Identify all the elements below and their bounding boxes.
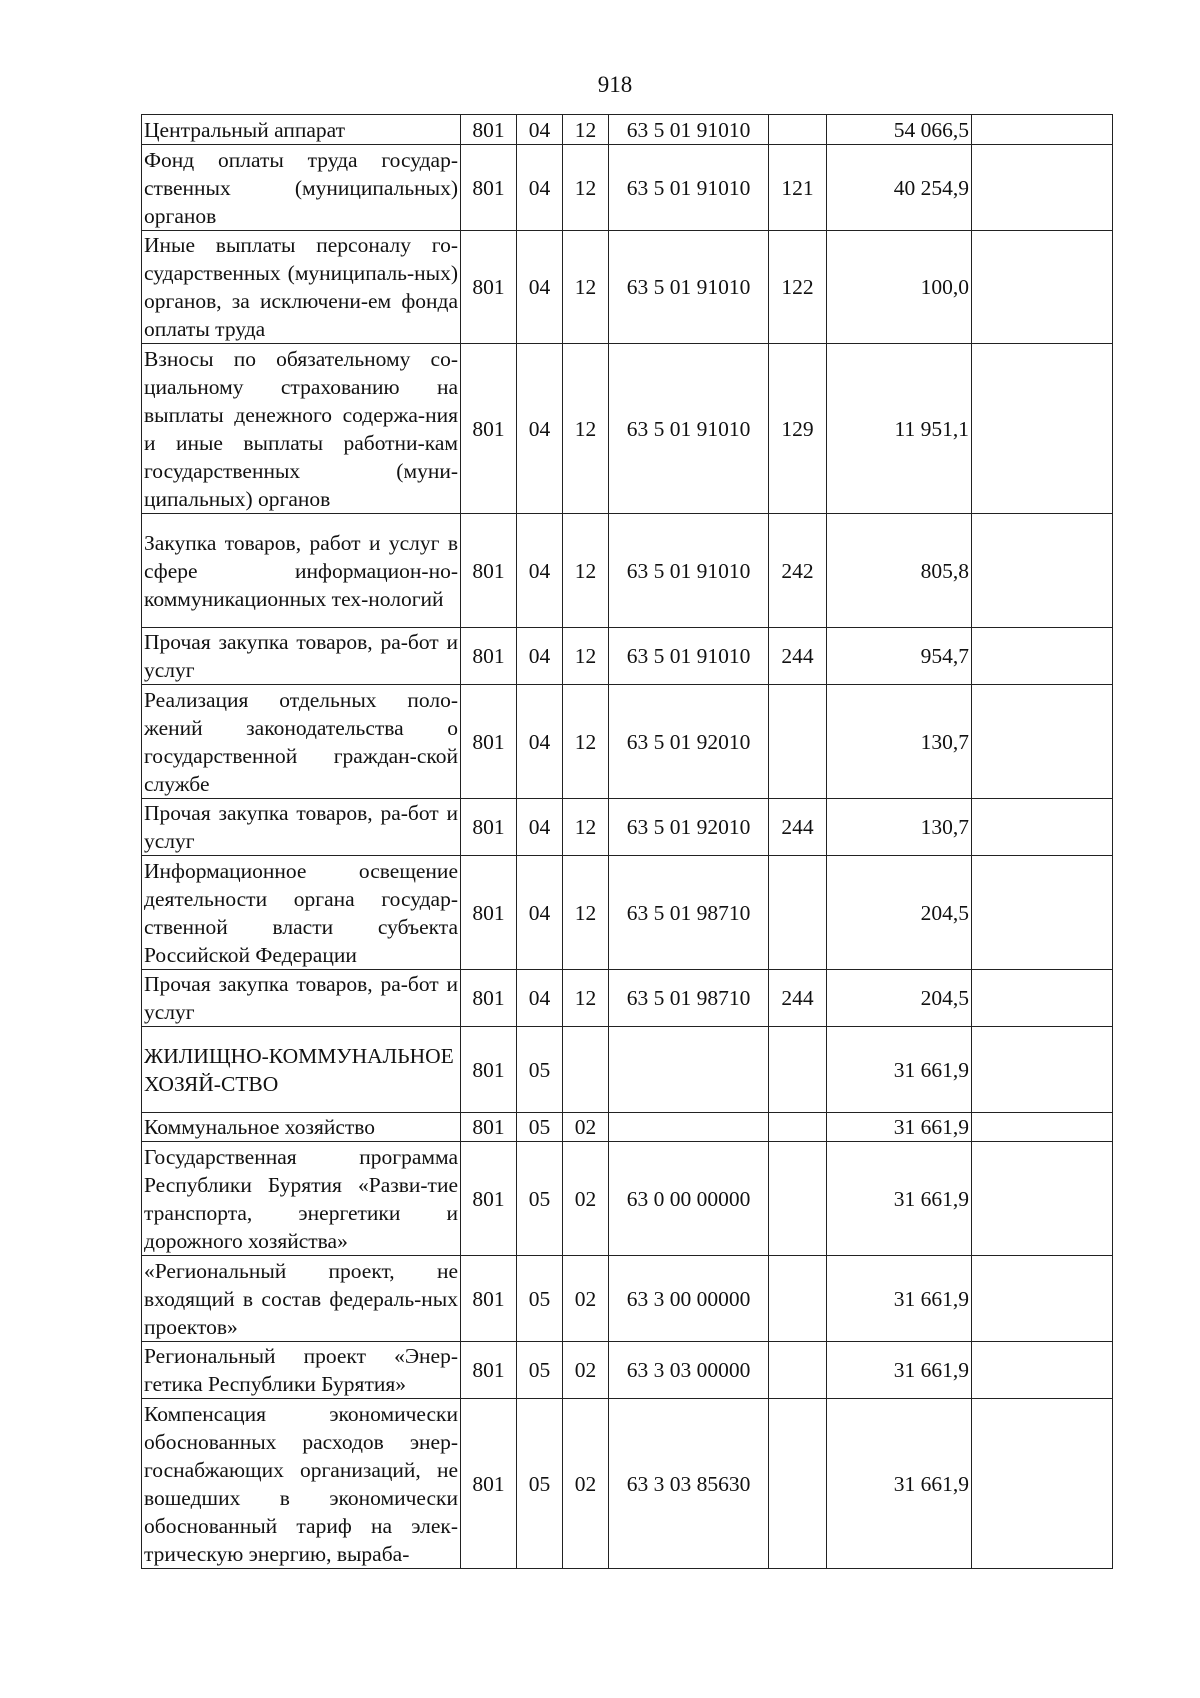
target-article-code-cell: 63 5 01 98710 (609, 970, 769, 1027)
section-code-cell: 05 (517, 1256, 563, 1342)
table-row (142, 145, 1113, 231)
grbs-code-cell: 801 (461, 115, 517, 145)
subsection-code-cell: 02 (563, 1113, 609, 1142)
grbs-code-cell: 801 (461, 685, 517, 799)
target-article-code-cell (609, 1027, 769, 1113)
budget-table (141, 114, 1113, 1569)
empty-cell (972, 344, 1113, 514)
amount-cell: 204,5 (827, 856, 972, 970)
target-article-code-cell: 63 3 03 00000 (609, 1342, 769, 1399)
expense-type-code-cell: 129 (769, 344, 827, 514)
table-row (142, 685, 1113, 799)
empty-cell (972, 1399, 1113, 1569)
subsection-code-cell (563, 1027, 609, 1113)
amount-cell: 31 661,9 (827, 1342, 972, 1399)
target-article-code-cell: 63 5 01 91010 (609, 344, 769, 514)
amount-cell: 130,7 (827, 685, 972, 799)
expense-type-code-cell (769, 856, 827, 970)
section-code-cell: 04 (517, 628, 563, 685)
row-name-cell: Центральный аппарат (142, 115, 461, 145)
target-article-code-cell: 63 5 01 91010 (609, 628, 769, 685)
target-article-code-cell: 63 5 01 91010 (609, 145, 769, 231)
subsection-code-cell: 02 (563, 1342, 609, 1399)
subsection-code-cell: 02 (563, 1256, 609, 1342)
subsection-code-cell: 12 (563, 799, 609, 856)
row-name-cell: Информационное освещение деятельности органа государ-ственной власти субъекта Российской Федерации (142, 856, 461, 970)
empty-cell (972, 1256, 1113, 1342)
target-article-code-cell: 63 5 01 98710 (609, 856, 769, 970)
section-code-cell: 05 (517, 1027, 563, 1113)
section-code-cell: 04 (517, 799, 563, 856)
expense-type-code-cell (769, 1256, 827, 1342)
section-code-cell: 04 (517, 856, 563, 970)
section-code-cell: 04 (517, 685, 563, 799)
expense-type-code-cell (769, 1142, 827, 1256)
table-row (142, 628, 1113, 685)
subsection-code-cell: 12 (563, 628, 609, 685)
expense-type-code-cell (769, 1399, 827, 1569)
subsection-code-cell: 12 (563, 344, 609, 514)
target-article-code-cell: 63 5 01 91010 (609, 514, 769, 628)
subsection-code-cell: 12 (563, 115, 609, 145)
subsection-code-cell: 12 (563, 856, 609, 970)
row-name-cell: Прочая закупка товаров, ра-бот и услуг (142, 970, 461, 1027)
grbs-code-cell: 801 (461, 1342, 517, 1399)
grbs-code-cell: 801 (461, 145, 517, 231)
table-row (142, 970, 1113, 1027)
section-code-cell: 05 (517, 1142, 563, 1256)
amount-cell: 130,7 (827, 799, 972, 856)
empty-cell (972, 1142, 1113, 1256)
row-name-cell: Государственная программа Республики Бурятия «Разви-тие транспорта, энергетики и дорожного хозяйства» (142, 1142, 461, 1256)
row-name-cell: Прочая закупка товаров, ра-бот и услуг (142, 799, 461, 856)
section-code-cell: 04 (517, 514, 563, 628)
expense-type-code-cell: 242 (769, 514, 827, 628)
grbs-code-cell: 801 (461, 514, 517, 628)
grbs-code-cell: 801 (461, 799, 517, 856)
table-row (142, 1399, 1113, 1569)
grbs-code-cell: 801 (461, 344, 517, 514)
expense-type-code-cell (769, 1027, 827, 1113)
expense-type-code-cell (769, 115, 827, 145)
subsection-code-cell: 12 (563, 970, 609, 1027)
expense-type-code-cell: 121 (769, 145, 827, 231)
table-row (142, 231, 1113, 344)
expense-type-code-cell (769, 685, 827, 799)
table-row (142, 856, 1113, 970)
empty-cell (972, 231, 1113, 344)
subsection-code-cell: 02 (563, 1399, 609, 1569)
row-name-cell: ЖИЛИЩНО-КОММУНАЛЬНОЕ ХОЗЯЙ-СТВО (142, 1027, 461, 1113)
section-code-cell: 04 (517, 970, 563, 1027)
grbs-code-cell: 801 (461, 856, 517, 970)
section-code-cell: 05 (517, 1399, 563, 1569)
row-name-cell: Иные выплаты персоналу го-сударственных (муниципаль-ных) органов, за исключени-ем фонда оплаты труда (142, 231, 461, 344)
row-name-cell: Прочая закупка товаров, ра-бот и услуг (142, 628, 461, 685)
grbs-code-cell: 801 (461, 1027, 517, 1113)
section-code-cell: 05 (517, 1342, 563, 1399)
empty-cell (972, 628, 1113, 685)
empty-cell (972, 115, 1113, 145)
amount-cell: 31 661,9 (827, 1027, 972, 1113)
target-article-code-cell: 63 5 01 91010 (609, 231, 769, 344)
subsection-code-cell: 12 (563, 145, 609, 231)
table-row (142, 1342, 1113, 1399)
amount-cell: 54 066,5 (827, 115, 972, 145)
amount-cell: 31 661,9 (827, 1399, 972, 1569)
amount-cell: 31 661,9 (827, 1113, 972, 1142)
row-name-cell: Коммунальное хозяйство (142, 1113, 461, 1142)
empty-cell (972, 970, 1113, 1027)
table-row (142, 115, 1113, 145)
empty-cell (972, 145, 1113, 231)
empty-cell (972, 856, 1113, 970)
row-name-cell: Закупка товаров, работ и услуг в сфере информацион-но-коммуникационных тех-нологий (142, 514, 461, 628)
table-row (142, 1027, 1113, 1113)
amount-cell: 805,8 (827, 514, 972, 628)
grbs-code-cell: 801 (461, 970, 517, 1027)
amount-cell: 31 661,9 (827, 1256, 972, 1342)
section-code-cell: 04 (517, 344, 563, 514)
row-name-cell: Компенсация экономически обоснованных расходов энер-госнабжающих организаций, не вошедших в экономически обоснованный тариф на элек-трическую энергию, выраба- (142, 1399, 461, 1569)
table-row (142, 1113, 1113, 1142)
section-code-cell: 04 (517, 145, 563, 231)
row-name-cell: Фонд оплаты труда государ-ственных (муниципальных) органов (142, 145, 461, 231)
amount-cell: 204,5 (827, 970, 972, 1027)
subsection-code-cell: 12 (563, 685, 609, 799)
row-name-cell: «Региональный проект, не входящий в состав федераль-ных проектов» (142, 1256, 461, 1342)
table-row (142, 1142, 1113, 1256)
expense-type-code-cell (769, 1342, 827, 1399)
empty-cell (972, 1113, 1113, 1142)
grbs-code-cell: 801 (461, 1142, 517, 1256)
grbs-code-cell: 801 (461, 1113, 517, 1142)
target-article-code-cell: 63 3 03 85630 (609, 1399, 769, 1569)
table-row (142, 1256, 1113, 1342)
subsection-code-cell: 12 (563, 231, 609, 344)
grbs-code-cell: 801 (461, 1399, 517, 1569)
grbs-code-cell: 801 (461, 231, 517, 344)
empty-cell (972, 799, 1113, 856)
expense-type-code-cell: 122 (769, 231, 827, 344)
row-name-cell: Региональный проект «Энер-гетика Республики Бурятия» (142, 1342, 461, 1399)
row-name-cell: Взносы по обязательному со-циальному страхованию на выплаты денежного содержа-ния и иные выплаты работни-кам государственных (муни-ципальных) органов (142, 344, 461, 514)
target-article-code-cell: 63 3 00 00000 (609, 1256, 769, 1342)
expense-type-code-cell: 244 (769, 970, 827, 1027)
amount-cell: 100,0 (827, 231, 972, 344)
amount-cell: 11 951,1 (827, 344, 972, 514)
grbs-code-cell: 801 (461, 1256, 517, 1342)
row-name-cell: Реализация отдельных поло-жений законодательства о государственной граждан-ской службе (142, 685, 461, 799)
section-code-cell: 04 (517, 115, 563, 145)
target-article-code-cell: 63 5 01 91010 (609, 115, 769, 145)
table-row (142, 799, 1113, 856)
expense-type-code-cell (769, 1113, 827, 1142)
expense-type-code-cell: 244 (769, 628, 827, 685)
page-number: 918 (597, 72, 633, 97)
section-code-cell: 04 (517, 231, 563, 344)
empty-cell (972, 514, 1113, 628)
amount-cell: 40 254,9 (827, 145, 972, 231)
empty-cell (972, 685, 1113, 799)
target-article-code-cell (609, 1113, 769, 1142)
budget-table-body (142, 115, 1113, 1569)
table-row (142, 344, 1113, 514)
subsection-code-cell: 02 (563, 1142, 609, 1256)
target-article-code-cell: 63 0 00 00000 (609, 1142, 769, 1256)
amount-cell: 31 661,9 (827, 1142, 972, 1256)
target-article-code-cell: 63 5 01 92010 (609, 799, 769, 856)
empty-cell (972, 1027, 1113, 1113)
section-code-cell: 05 (517, 1113, 563, 1142)
target-article-code-cell: 63 5 01 92010 (609, 685, 769, 799)
grbs-code-cell: 801 (461, 628, 517, 685)
subsection-code-cell: 12 (563, 514, 609, 628)
amount-cell: 954,7 (827, 628, 972, 685)
expense-type-code-cell: 244 (769, 799, 827, 856)
table-row (142, 514, 1113, 628)
empty-cell (972, 1342, 1113, 1399)
